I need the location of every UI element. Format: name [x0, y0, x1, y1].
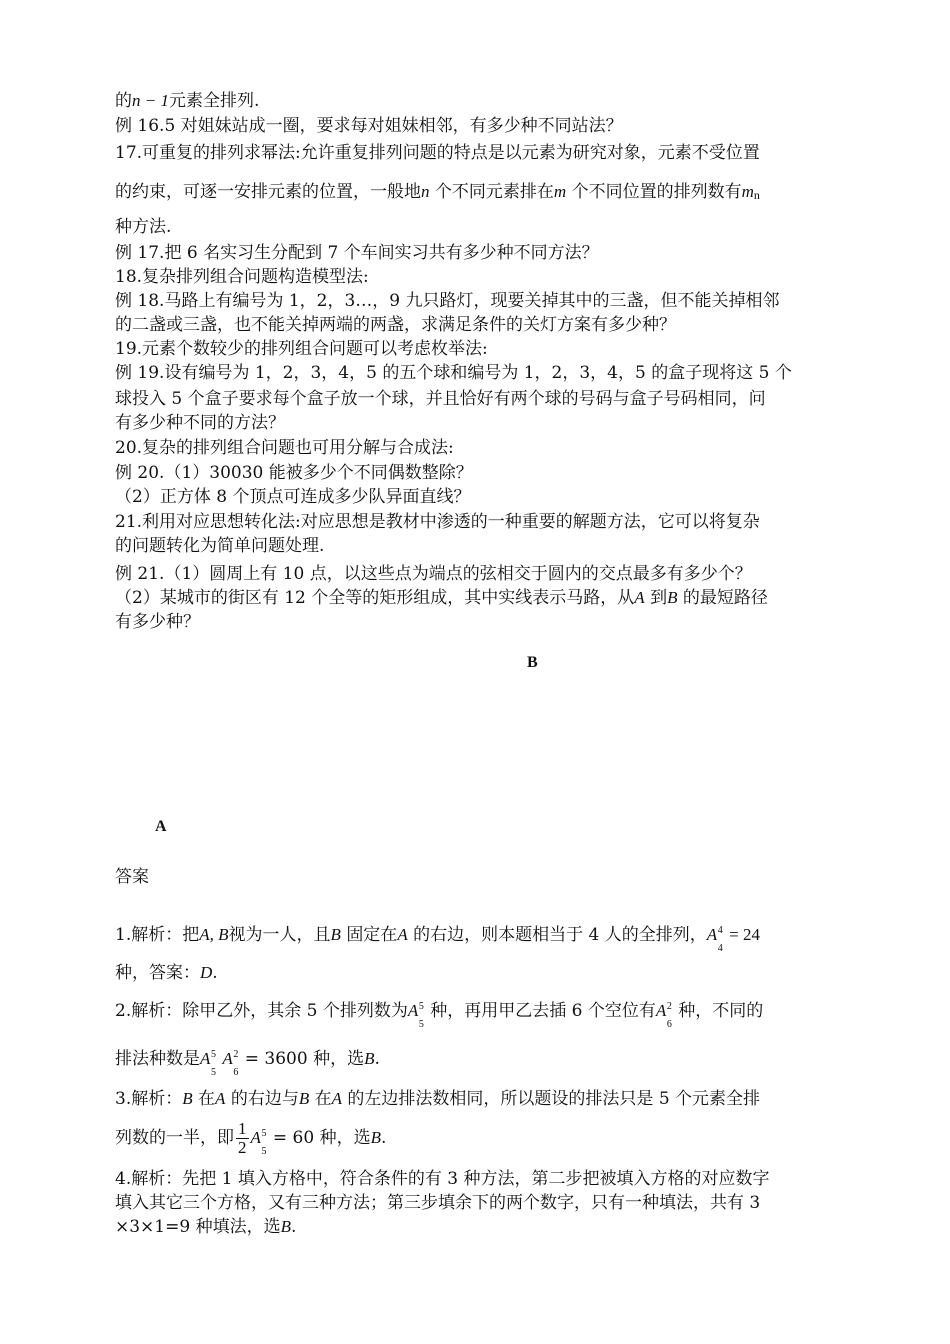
perm-a55: A 5 5 [407, 1001, 424, 1030]
perm-a44: A 4 4 [706, 925, 723, 954]
method-17-line3: 种方法. [115, 217, 172, 237]
method-17-line1: 17.可重复的排列求幂法:允许重复排列问题的特点是以元素为研究对象，元素不受位置 [115, 143, 760, 163]
method-21-line2: 的问题转化为简单问题处理. [115, 536, 325, 556]
perm-a62: A 2 6 [222, 1049, 239, 1078]
example-19-line2: 球投入 5 个盒子要求每个盒子放一个球，并且恰好有两个球的号码与盒子号码相同，问 [115, 389, 766, 409]
method-21-line1: 21.利用对应思想转化法:对应思想是教材中渗透的一种重要的解题方法，它可以将复杂 [115, 512, 760, 532]
answer-2-line1: 2.解析：除甲乙外，其余 5 个排列数为A 5 5 种，再用甲乙去插 6 个空位有A 2 6 种，不同的 [115, 1001, 764, 1030]
example-21-line1: 例 21.（1）圆周上有 10 点，以这些点为端点的弦相交于圆内的交点最多有多少个？ [115, 564, 752, 584]
answers-title: 答案 [115, 867, 149, 887]
example-19-line1: 例 19.设有编号为 1，2，3，4，5 的五个球和编号为 1，2，3，4，5 的盒子现将这 5 个 [115, 363, 792, 383]
method-20: 20.复杂的排列组合问题也可用分解与合成法: [115, 438, 454, 458]
answer-4-line3: ×3×1=9 种填法，选B. [115, 1217, 297, 1237]
answer-1-line1: 1.解析：把A, B视为一人，且B 固定在A 的右边，则本题相当于 4 人的全排列，A 4 4 = 24 [115, 925, 760, 954]
example-20-line1: 例 20.（1）30030 能被多少个不同偶数整除？ [115, 463, 473, 483]
example-19-line3: 有多少种不同的方法？ [115, 413, 285, 433]
figure-label-a: A [155, 818, 167, 835]
example-18-line2: 的二盏或三盏，也不能关掉两端的两盏，求满足条件的关灯方案有多少种？ [115, 315, 676, 335]
fraction-one-half: $\frac{1}{2}$ [238, 1119, 247, 1157]
example-17: 例 17.把 6 名实习生分配到 7 个车间实习共有多少种不同方法？ [115, 243, 599, 263]
example-21-line2: （2）某城市的街区有 12 个全等的矩形组成，其中实线表示马路，从A 到B 的最短路径 [115, 588, 768, 608]
perm-a62: A 2 6 [655, 1001, 672, 1030]
text-line: 的n − 1元素全排列. [115, 91, 260, 111]
example-20-line2: （2）正方体 8 个顶点可连成多少队异面直线？ [115, 487, 471, 507]
example-18-line1: 例 18.马路上有编号为 1，2，3…，9 九只路灯，现要关掉其中的三盏，但不能关掉相邻 [115, 291, 780, 311]
perm-a55: A 5 5 [250, 1128, 267, 1157]
method-18: 18.复杂排列组合问题构造模型法: [115, 267, 369, 287]
method-19: 19.元素个数较少的排列组合问题可以考虑枚举法: [115, 339, 488, 359]
answer-3-line2: 列数的一半，即 $\frac{1}{2}$ A 5 5 = 60 种，选B. [115, 1119, 387, 1157]
math-n-minus-1: n − 1 [132, 91, 169, 110]
answer-3-line1: 3.解析：B 在A 的右边与B 在A 的左边排法数相同，所以题设的排法只是 5 个元素全排 [115, 1089, 761, 1109]
answer-4-line2: 填入其它三个方格，又有三种方法；第三步填余下的两个数字，只有一种填法，共有 3 [115, 1193, 761, 1213]
perm-a55: A 5 5 [200, 1049, 216, 1078]
answer-2-line2: 排法种数是A 5 5 A 2 6 = 3600 种，选B. [115, 1049, 380, 1078]
answer-4-line1: 4.解析：先把 1 填入方格中，符合条件的有 3 种方法，第二步把被填入方格的对应数字 [115, 1169, 770, 1189]
example-16: 例 16.5 对姐妹站成一圈，要求每对姐妹相邻，有多少种不同站法？ [115, 116, 623, 136]
figure-label-b: B [527, 654, 538, 671]
answer-1-line2: 种，答案：D. [115, 963, 218, 983]
example-21-line3: 有多少种？ [115, 612, 200, 632]
method-17-line2: 的约束，可逐一安排元素的位置，一般地n 个不同元素排在m 个不同位置的排列数有mn [115, 182, 760, 202]
